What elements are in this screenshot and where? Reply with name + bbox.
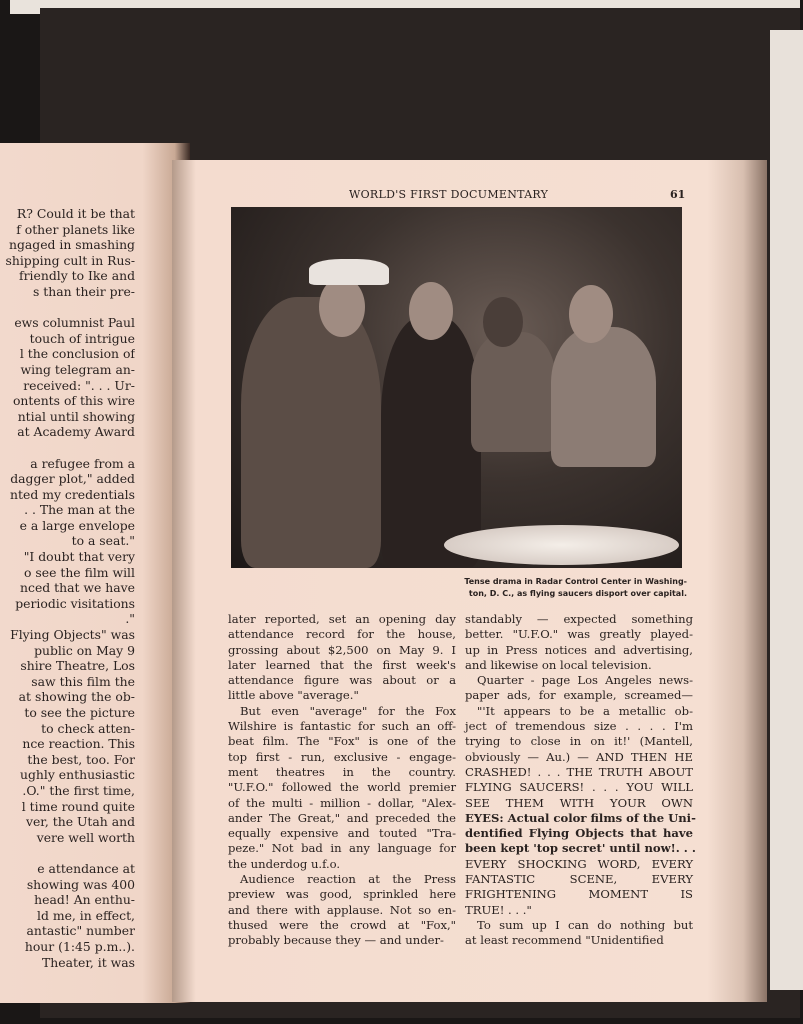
text-line: peze." Not bad in any language for xyxy=(228,841,456,856)
text-line: better. "U.F.O." was greatly played- xyxy=(465,627,693,642)
text-line: But even "average" for the Fox xyxy=(240,703,456,718)
text-line: nced that we have xyxy=(20,580,135,596)
text-line: vere well worth xyxy=(36,829,135,845)
text-line: later learned that the first week's xyxy=(228,657,456,672)
text-line: ontents of this wire xyxy=(12,393,135,409)
officer-figure xyxy=(241,297,381,568)
text-line: to see the picture xyxy=(24,705,135,720)
photo-caption xyxy=(380,576,687,600)
text-line: FANTASTIC SCENE, EVERY xyxy=(465,872,693,887)
text-line: the underdog u.f.o. xyxy=(228,856,341,871)
man-head xyxy=(569,285,613,343)
text-line: of the multi - million - dollar, "Alex- xyxy=(228,795,456,810)
text-line: nted my credentials xyxy=(10,486,135,502)
text-line: hour (1:45 p.m..). xyxy=(24,938,135,954)
text-line: .O." the first time, xyxy=(22,782,135,798)
text-line: s than their pre- xyxy=(32,283,135,299)
text-line: friendly to Ike and xyxy=(19,268,135,284)
text-line: Audience reaction at the Press xyxy=(240,872,456,887)
text-line: shire Theatre, Los xyxy=(20,658,135,674)
text-line: probably because they — and under- xyxy=(228,933,444,948)
text-line: e a large envelope xyxy=(19,517,135,533)
text-line: R? Could it be that xyxy=(16,206,135,221)
text-line: to a seat." xyxy=(71,533,135,549)
text-line: shipping cult in Rus- xyxy=(5,252,135,268)
caption-line: ton, D. C., as flying saucers disport over capital. xyxy=(468,589,687,598)
text-line: TRUE! . . ." xyxy=(465,902,532,917)
text-line: later reported, set an opening day xyxy=(228,612,456,626)
text-line: thused were the crowd at "Fox," xyxy=(228,917,456,932)
text-line: "'It appears to be a metallic ob- xyxy=(477,703,693,718)
text-line: obviously — Au.) — AND THEN HE xyxy=(465,749,693,764)
text-line: public on May 9 xyxy=(34,642,135,658)
text-line: ews columnist Paul xyxy=(14,315,135,331)
man-figure xyxy=(551,327,656,467)
text-line: dentified Flying Objects that have xyxy=(465,826,693,841)
text-line: To sum up I can do nothing but xyxy=(477,917,693,932)
text-line: up in Press notices and advertising, xyxy=(465,642,693,657)
text-line: periodic visitations xyxy=(15,595,135,611)
text-line: wing telegram an- xyxy=(20,361,135,377)
text-line: grossing about $2,500 on May 9. I xyxy=(228,642,456,657)
radar-screen xyxy=(444,525,679,565)
background-sheet-right xyxy=(770,30,803,990)
text-line: ughly enthusiastic xyxy=(20,767,135,783)
text-line: ject of tremendous size . . . . I'm xyxy=(465,719,693,734)
text-line: standably — expected something xyxy=(465,612,693,626)
man-head xyxy=(409,282,453,340)
text-line: little above "average." xyxy=(228,688,359,703)
text-line: ngaged in smashing xyxy=(8,237,135,253)
text-line: Quarter - page Los Angeles news- xyxy=(477,673,693,688)
text-line: e attendance at xyxy=(37,860,135,876)
text-line: received: ". . . Ur- xyxy=(23,377,135,393)
text-line: "I doubt that very xyxy=(23,549,135,565)
text-line xyxy=(0,440,135,456)
text-line: l time round quite xyxy=(21,798,135,814)
text-line: dagger plot," added xyxy=(10,471,135,487)
text-line: ld me, in effect, xyxy=(37,907,135,923)
text-line: EYES: Actual color films of the Uni- xyxy=(465,810,696,825)
text-line: FRIGHTENING MOMENT IS xyxy=(465,887,693,902)
text-line: SEE THEM WITH YOUR OWN xyxy=(465,795,693,810)
text-line: preview was good, sprinkled here xyxy=(228,887,456,902)
text-line: paper ads, for example, screamed— xyxy=(465,688,693,703)
text-line: and likewise on local television. xyxy=(465,657,652,672)
man-figure xyxy=(471,332,556,452)
text-line: f other planets like xyxy=(16,221,135,237)
text-line: CRASHED! . . . THE TRUTH ABOUT xyxy=(465,764,693,779)
running-header: WORLD'S FIRST DOCUMENTARY xyxy=(349,188,549,201)
text-line: FLYING SAUCERS! . . . YOU WILL xyxy=(465,780,693,795)
text-line: and there with applause. Not so en- xyxy=(228,902,456,917)
page-number: 61 xyxy=(670,188,686,201)
text-line: at least recommend "Unidentified xyxy=(465,933,664,948)
text-line: at Academy Award xyxy=(17,424,135,440)
text-line: attendance figure was about or a xyxy=(228,673,456,688)
text-line: equally expensive and touted "Tra- xyxy=(228,826,456,841)
text-column-1 xyxy=(228,612,456,949)
text-line: the best, too. For xyxy=(27,751,135,767)
text-line: Theater, it was xyxy=(42,954,135,970)
text-line: Flying Objects" was xyxy=(10,627,135,643)
text-column-2 xyxy=(465,612,696,949)
text-line: trying to close in on it!' (Mantell, xyxy=(465,734,693,749)
text-line: ander The Great," and preceded the xyxy=(228,810,456,825)
text-line: saw this film the xyxy=(31,673,135,689)
text-line: top first - run, exclusive - engage- xyxy=(228,749,456,764)
text-line: "U.F.O." followed the world premier xyxy=(228,780,456,795)
officer-cap xyxy=(309,259,389,285)
man-head xyxy=(483,297,523,347)
caption-line: Tense drama in Radar Control Center in Washing- xyxy=(464,577,687,586)
text-line: touch of intrigue xyxy=(29,330,135,346)
text-line xyxy=(0,300,135,316)
text-line: beat film. The "Fox" is one of the xyxy=(228,734,456,749)
left-page-text xyxy=(0,206,135,970)
text-line: at showing the ob- xyxy=(18,689,135,705)
text-line: ver, the Utah and xyxy=(25,814,135,830)
text-line: to check atten- xyxy=(41,720,135,736)
man-figure xyxy=(381,317,481,567)
text-line: been kept 'top secret' until now!. . . xyxy=(465,841,696,856)
text-line: ment theatres in the country. xyxy=(228,764,456,779)
text-line: a refugee from a xyxy=(30,455,135,471)
text-line: EVERY SHOCKING WORD, EVERY xyxy=(465,856,693,871)
text-line: nce reaction. This xyxy=(22,736,135,752)
text-line: head! An enthu- xyxy=(34,892,135,908)
text-line: showing was 400 xyxy=(26,876,135,892)
text-line xyxy=(0,845,135,861)
text-line: Wilshire is fantastic for such an off- xyxy=(228,719,456,734)
officer-head xyxy=(319,277,365,337)
text-line: antastic" number xyxy=(26,923,135,939)
text-line: o see the film will xyxy=(23,564,135,580)
text-line: attendance record for the house, xyxy=(228,627,456,642)
text-line: ." xyxy=(125,611,135,627)
radar-room-photo xyxy=(231,207,682,568)
text-line: ntial until showing xyxy=(17,408,135,424)
text-line: . . The man at the xyxy=(24,502,135,518)
text-line: l the conclusion of xyxy=(19,346,135,362)
